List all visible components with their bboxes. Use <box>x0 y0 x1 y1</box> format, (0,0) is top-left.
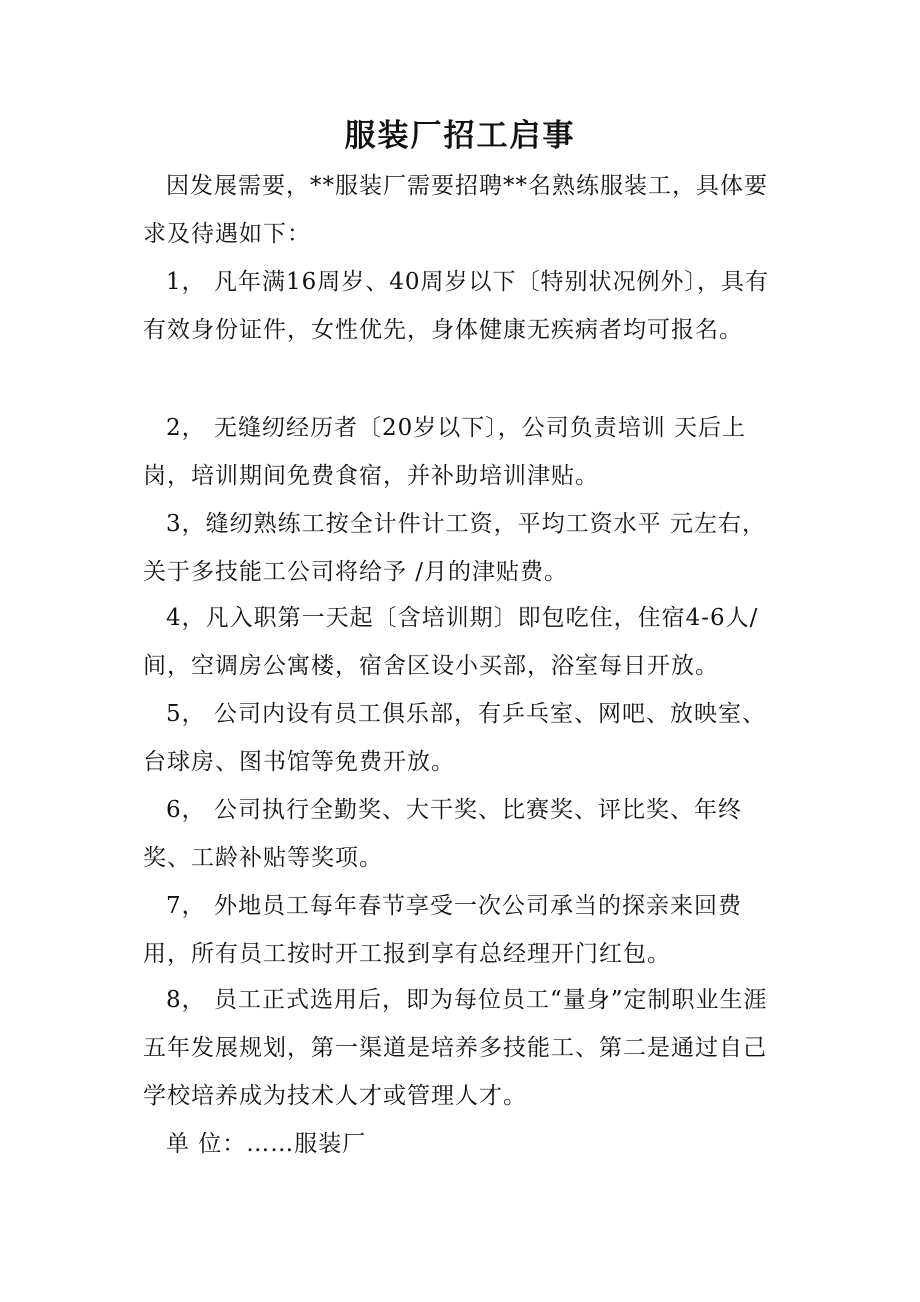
requirement-item-3: 3，缝纫熟练工按全计件计工资，平均工资水平 元左右，关于多技能工公司将给予 /月的津贴费。 <box>143 511 766 585</box>
intro-paragraph: 因发展需要，**服装厂需要招聘**名熟练服装工，具体要求及待遇如下： <box>143 173 768 247</box>
requirement-item-7: 7， 外地员工每年春节享受一次公司承当的探亲来回费用，所有员工按时开工报到享有总经理开门红包。 <box>143 893 742 967</box>
requirement-item-1: 1， 凡年满16周岁、40周岁以下〔特别状况例外〕，具有有效身份证件，女性优先，身体健康无疾病者均可报名。 <box>143 269 769 343</box>
requirement-item-4: 4，凡入职第一天起〔含培训期〕即包吃住，住宿4-6人/间，空调房公寓楼，宿舍区设小买部，浴室每日开放。 <box>143 605 759 679</box>
requirement-item-8: 8， 员工正式选用后，即为每位员工“量身”定制职业生涯五年发展规划，第一渠道是培养多技能工、第二是通过自己学校培养成为技术人才或管理人才。 <box>143 987 768 1109</box>
document-title: 服装厂招工启事 <box>344 118 576 154</box>
requirement-item-5: 5， 公司内设有员工俱乐部，有乒乓室、网吧、放映室、台球房、图书馆等免费开放。 <box>143 701 766 775</box>
requirement-item-2: 2， 无缝纫经历者〔20岁以下〕，公司负责培训 天后上岗，培训期间免费食宿，并补助培训津贴。 <box>143 415 747 489</box>
employer-unit: 单 位：……服装厂 <box>166 1131 367 1157</box>
requirement-item-6: 6， 公司执行全勤奖、大干奖、比赛奖、评比奖、年终奖、工龄补贴等奖项。 <box>143 797 742 871</box>
